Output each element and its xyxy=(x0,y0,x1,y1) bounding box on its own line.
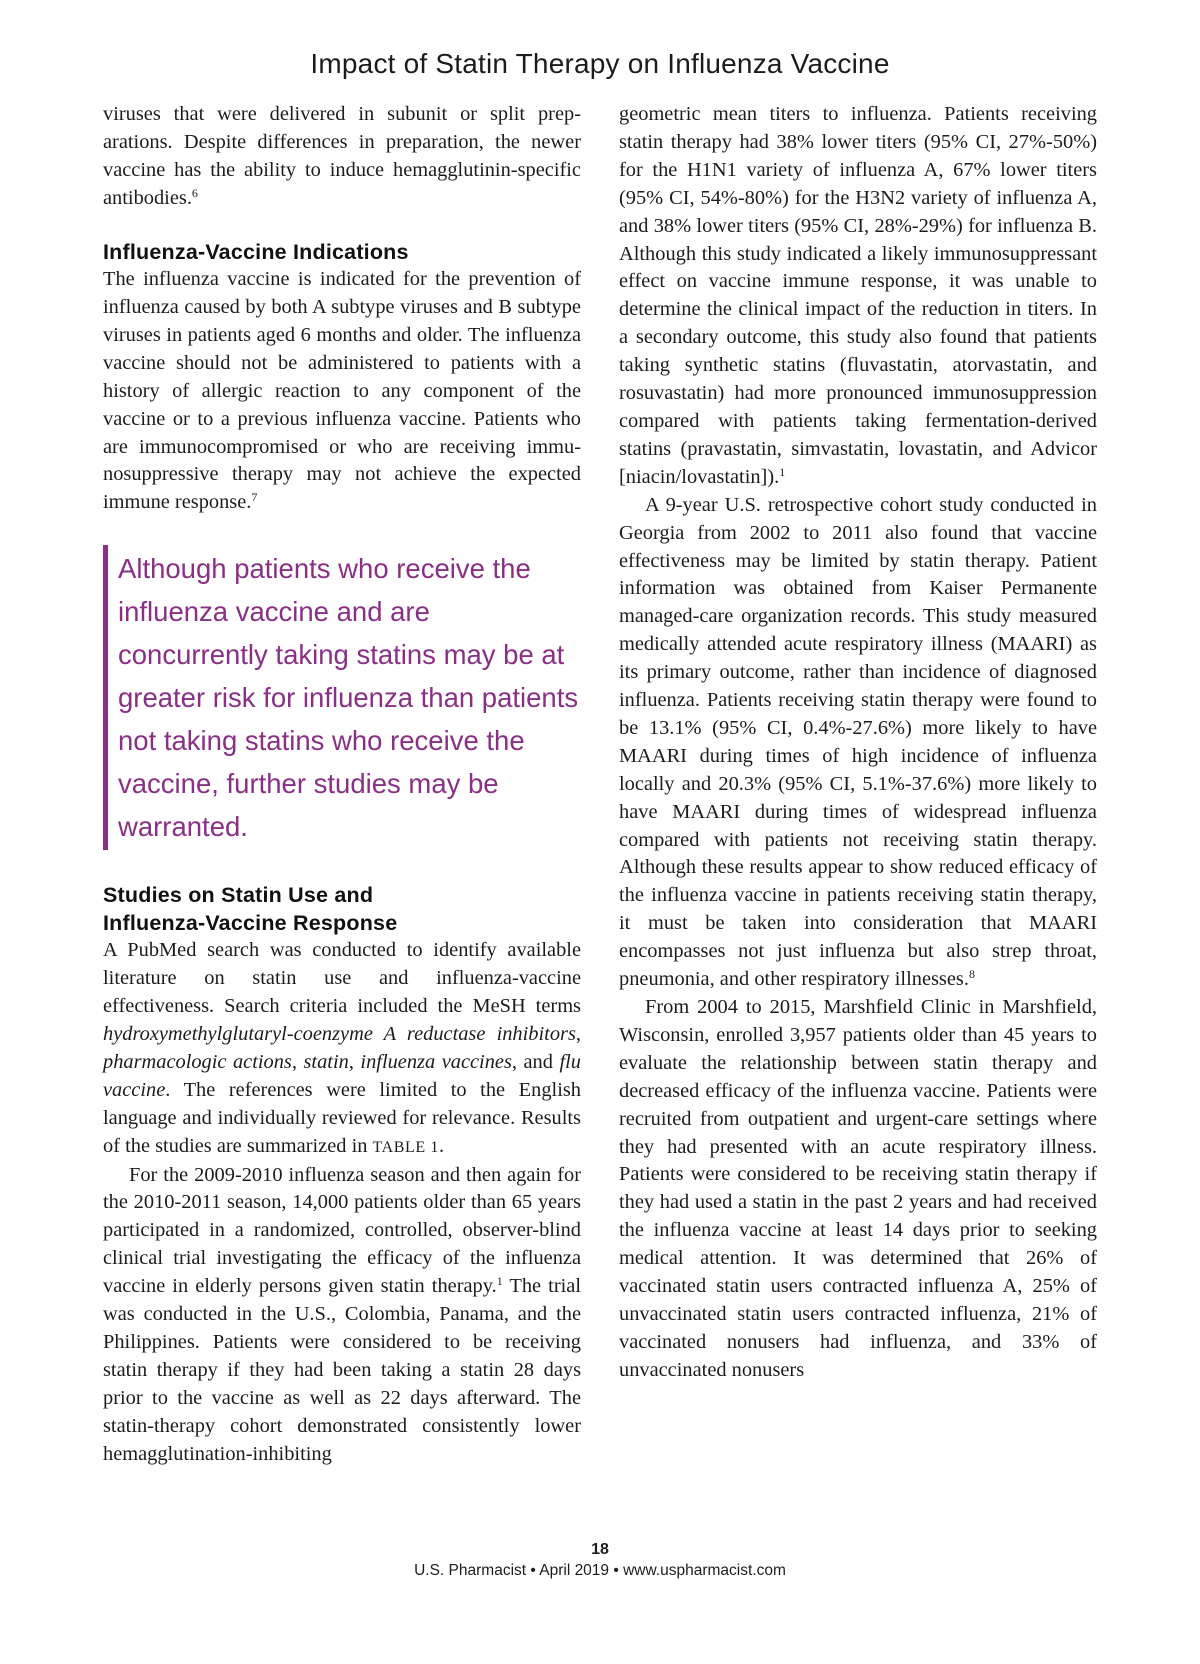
paragraph-indications: The influenza vaccine is indicated for the prevention of influenza caused by both A subtype viruses and B subtype viruses in patients aged 6 months and older. The influenza vaccine should not be administered to patients with a history of allergic reaction to any component of the vaccine or to a previous influenza vaccine. Patients who are immunocompromised or who are receiving immunosuppressive therapy may not achieve the expected immune response.$^7$ xyxy=(103,268,581,514)
publication-info: U.S. Pharmacist • April 2019 • www.uspharmacist.com xyxy=(414,1562,786,1579)
paragraph-pubmed-search: A PubMed search was conducted to identify available literature on statin use and influenza-vaccine effectiveness. Search criteria included the MeSH terms hydroxymethylglutaryl-coenzyme A reductase inhibitors, pharmacologic actions, statin, influenza vaccines, and flu vaccine. The references were limited to the English language and individually reviewed for relevance. Results of the studies are summarized in TABLE 1. xyxy=(103,939,581,1157)
paragraph-marshfield-study: From 2004 to 2015, Marshfield Clinic in Marshfield, Wisconsin, enrolled 3,957 patients older than 45 years to evaluate the relationship between statin therapy and decreased efficacy of the influenza vaccine. Patients were recruited from outpatient and urgent-care settings where they had presented with an acute respiratory illness. Patients were considered to be receiving statin therapy if they had used a statin in the past 2 years and had received the influenza vaccine at least 14 days prior to seeking medical attention. It was determined that 26% of vaccinated statin users contracted influenza A, 25% of unvaccinated statin users contracted influenza, 21% of vaccinated nonusers had influenza, and 33% of unvaccinated nonusers xyxy=(619,996,1097,1381)
page-number: 18 xyxy=(591,1541,609,1558)
section-heading-indications: Influenza-Vaccine Indications xyxy=(103,239,409,264)
table-reference-link[interactable]: TABLE 1 xyxy=(372,1138,439,1156)
paragraph-trial-results: geometric mean titers to influenza. Patients receiving statin therapy had 38% lower titers (95% CI, 27%-50%) for the H1N1 variety of influenza A, 67% lower titers (95% CI, 54%-80%) for the H3N2 variety of influenza A, and 38% lower titers (95% CI, 28%-29%) for influenza B. Although this study indicated a likely immunosuppressant effect on vaccine immune response, it was unable to determine the clinical impact of the reduction in titers. In a secondary outcome, this study also found that patients taking synthetic statins (fluvastatin, atorvastatin, and rosuvastatin) had more pronounced immunosuppression compared with patients taking fermentation-derived statins (pravastatin, simvastatin, lovastatin, and Advicor [niacin/lovastatin]).$^1$ xyxy=(619,103,1097,488)
pull-quote: Although patients who receive the influenza vaccine and are concurrently taking statins may be at greater risk for influenza than patients not taking statins who receive the vaccine, further studies may be warranted. xyxy=(103,545,581,850)
paragraph-georgia-study: A 9-year U.S. retrospective cohort study conducted in Georgia from 2002 to 2011 also found that vaccine effectiveness may be limited by statin therapy. Patient information was obtained from Kaiser Permanente managed-care organization records. This study measured medically attended acute respiratory illness (MAARI) as its primary outcome, rather than incidence of diagnosed influenza. Patients receiving statin therapy were found to be 13.1% (95% CI, 0.4%-27.6%) more likely to have MAARI during times of high incidence of influenza locally and 20.3% (95% CI, 5.1%-37.6%) more likely to have MAARI during times of widespread influenza compared with patients not receiving statin therapy. Although these results appear to show reduced efficacy of the influenza vaccine in patients receiving statin therapy, it must be taken into consideration that MAARI encompasses not just influenza but also strep throat, pneumonia, and other respiratory illnesses.$^8$ xyxy=(619,493,1097,991)
paragraph-vaccine-intro-continued: viruses that were delivered in subunit or split preparations. Despite differences in preparation, the newer vaccine has the ability to induce hemagglutinin-specific antibodies.$^6$ xyxy=(103,103,581,209)
paragraph-trial-2009: For the 2009-2010 influenza season and then again for the 2010-2011 season, 14,000 patients older than 65 years participated in a randomized, controlled, observer-blind clinical trial investigating the efficacy of the influenza vaccine in elderly persons given statin therapy.$^1$ The trial was conducted in the U.S., Colombia, Panama, and the Philippines. Patients were considered to be receiving statin therapy if they had been taking a statin 28 days prior to the vaccine as well as 22 days afterward. The statin-therapy cohort demonstrated consistently lower hemagglutination-inhibiting xyxy=(103,1163,581,1465)
running-header: Impact of Statin Therapy on Influenza Vaccine xyxy=(310,48,890,79)
left-column xyxy=(103,101,581,1469)
right-column xyxy=(619,101,1097,1385)
section-heading-studies: Studies on Statin Use and Influenza-Vaccine Response xyxy=(103,883,398,935)
